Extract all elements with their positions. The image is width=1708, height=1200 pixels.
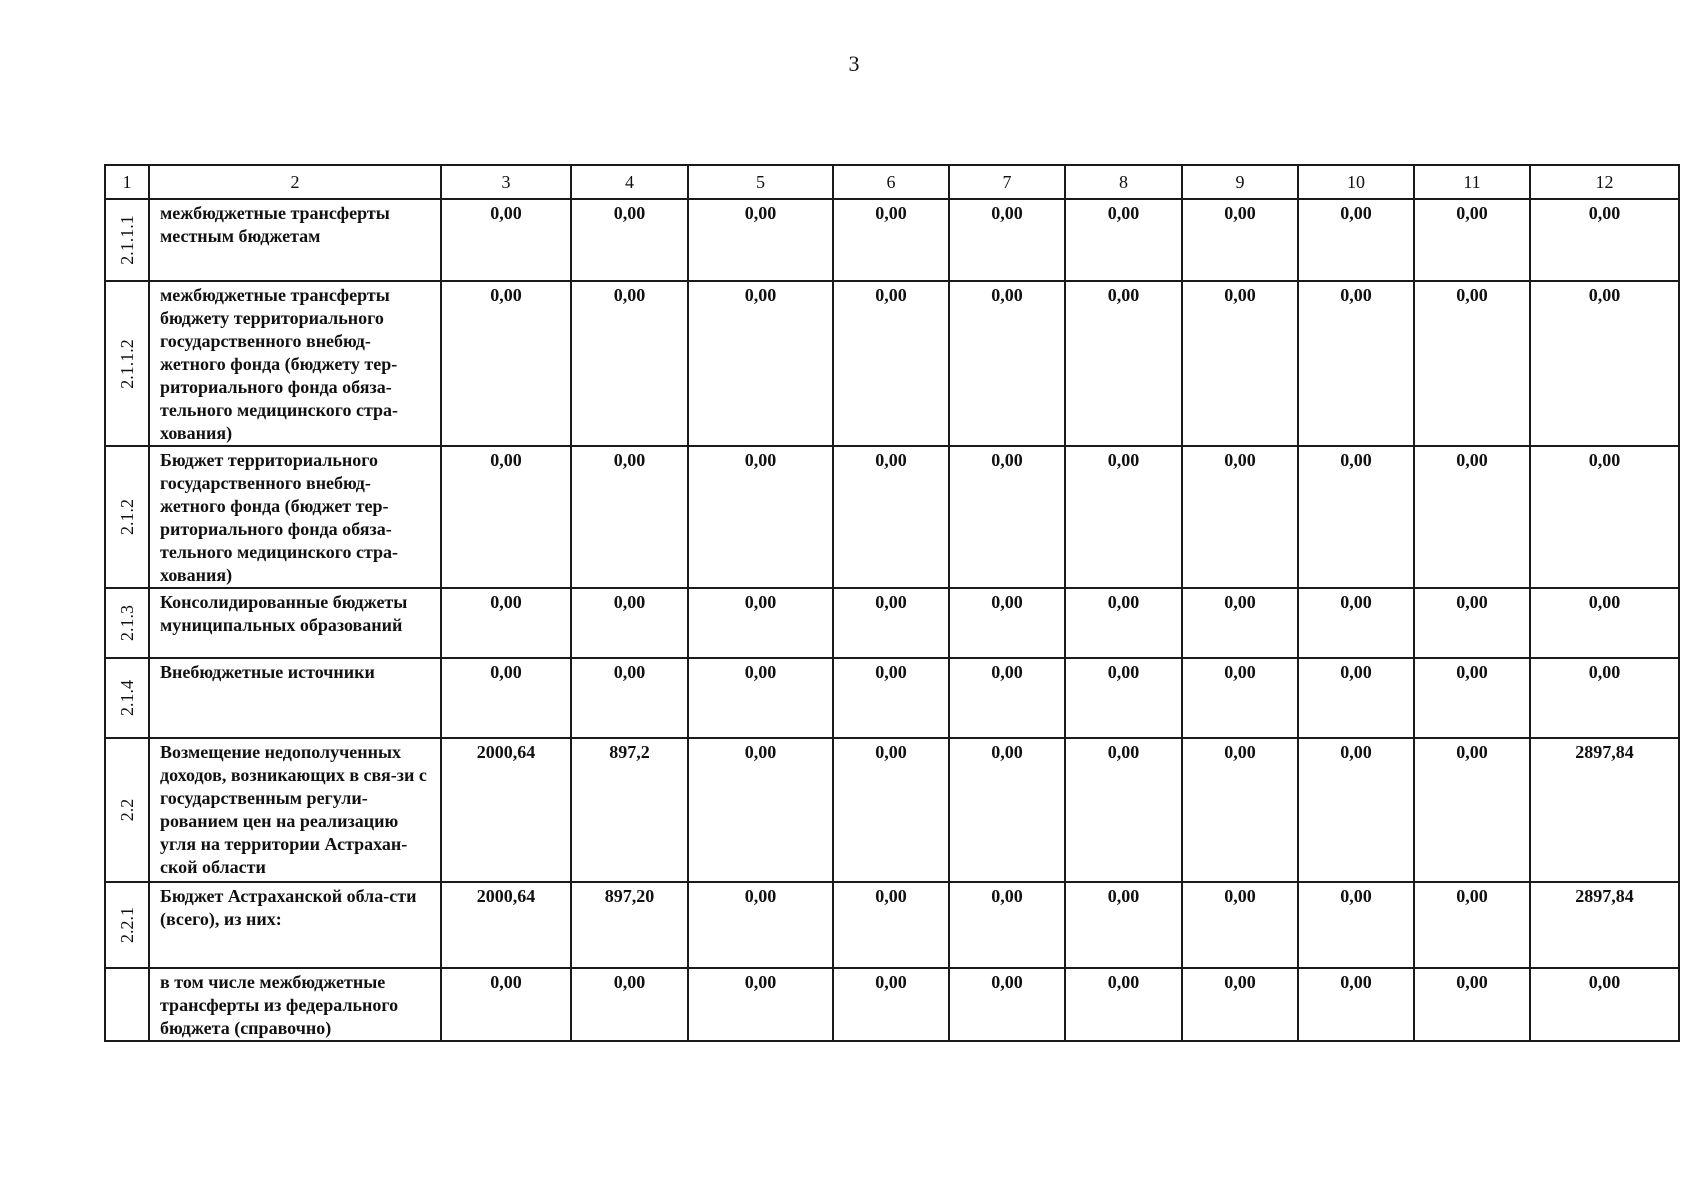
row-value: 0,00 [1340,972,1372,992]
row-value: 0,00 [613,592,646,612]
row-value-cell [1065,968,1182,1041]
row-value: 0,00 [744,742,777,762]
column-header: 6 [833,165,949,199]
row-value-cell [949,882,1065,968]
row-value-cell [833,446,949,588]
column-header: 9 [1182,165,1298,199]
row-value: 0,00 [1588,450,1621,470]
row-value-cell [833,658,949,738]
row-value-cell [949,281,1065,446]
row-value-cell [1530,281,1679,446]
row-value-cell [1530,446,1679,588]
table-row [105,658,1679,738]
row-value: 0,00 [1224,203,1256,223]
row-value-cell [1414,588,1530,658]
column-header: 4 [571,165,688,199]
row-value: 0,00 [1224,450,1256,470]
table-row [105,882,1679,968]
row-value-cell [1065,446,1182,588]
row-value: 0,00 [1456,972,1488,992]
row-value: 0,00 [613,203,646,223]
row-value: 0,00 [1456,450,1488,470]
row-value-cell [441,968,571,1041]
row-value-cell [1298,658,1414,738]
row-value-cell [1414,446,1530,588]
row-value-cell [1530,738,1679,882]
row-value-cell [571,199,688,281]
row-value: 0,00 [744,662,777,682]
row-value-cell [688,281,833,446]
row-value: 0,00 [1107,972,1140,992]
budget-table [104,164,1680,1042]
row-value: 0,00 [613,450,646,470]
row-value: 0,00 [1107,592,1140,612]
row-value-cell [441,738,571,882]
row-value: 2000,64 [476,742,536,762]
row-value: 0,00 [1340,450,1372,470]
row-value-cell [571,588,688,658]
row-value-cell [441,658,571,738]
row-value-cell [833,738,949,882]
row-value: 0,00 [991,742,1023,762]
row-value: 0,00 [744,203,777,223]
row-value: 0,00 [1224,742,1256,762]
row-value-cell [833,588,949,658]
row-code-cell [105,199,149,281]
row-value-cell [571,446,688,588]
row-code: 2.2.1 [117,907,137,943]
row-value: 0,00 [744,285,777,305]
row-value-cell [688,446,833,588]
row-value-cell [1182,199,1298,281]
row-value-cell [1065,658,1182,738]
row-value-cell [1530,588,1679,658]
row-value-cell [688,588,833,658]
row-value: 0,00 [1224,662,1256,682]
row-value: 0,00 [490,972,522,992]
row-value-cell [1530,658,1679,738]
row-value-cell [1530,968,1679,1041]
row-value-cell [441,199,571,281]
row-value: 0,00 [1456,742,1488,762]
row-value-cell [1182,658,1298,738]
row-value-cell [1530,882,1679,968]
row-value: 0,00 [1588,972,1621,992]
row-value: 0,00 [875,450,907,470]
row-code-cell [105,882,149,968]
table-row [105,738,1679,882]
row-value: 0,00 [1224,972,1256,992]
row-value-cell [441,446,571,588]
row-value-cell [833,199,949,281]
row-value: 0,00 [1224,886,1256,906]
row-value: 0,00 [1340,285,1372,305]
row-value: 0,00 [1107,662,1140,682]
row-value-cell [1298,199,1414,281]
row-value: 0,00 [490,203,522,223]
row-value: 2000,64 [476,886,536,906]
row-value-cell [571,658,688,738]
row-value: 0,00 [875,203,907,223]
row-value: 0,00 [991,972,1023,992]
table-row [105,588,1679,658]
row-value: 2897,84 [1575,886,1634,906]
row-value: 0,00 [991,450,1023,470]
row-value: 0,00 [490,450,522,470]
row-value: 0,00 [1340,203,1372,223]
row-value: 0,00 [1456,285,1488,305]
column-header: 5 [688,165,833,199]
row-value: 0,00 [1588,592,1621,612]
row-value: 0,00 [991,285,1023,305]
row-value-cell [1414,281,1530,446]
row-name: Внебюджетные источники [149,658,441,738]
row-value: 0,00 [613,662,646,682]
row-name: межбюджетные трансферты бюджету территориального государственного внебюд-жетного фонда (бюджету тер-риториального фонда обяза-тельного медицинского стра-хования) [149,281,441,446]
row-value: 0,00 [1588,662,1621,682]
row-value-cell [1182,738,1298,882]
row-code-cell [105,588,149,658]
row-value: 0,00 [1224,592,1256,612]
row-value-cell [1065,738,1182,882]
row-value-cell [1182,446,1298,588]
row-value-cell [1298,281,1414,446]
row-value-cell [949,968,1065,1041]
row-value-cell [1182,281,1298,446]
row-value: 0,00 [1456,886,1488,906]
column-header: 11 [1414,165,1530,199]
row-value: 897,2 [609,742,650,762]
row-value: 0,00 [1340,592,1372,612]
row-code: 2.1.1.2 [117,338,137,389]
row-value-cell [1182,588,1298,658]
table-row [105,446,1679,588]
row-value: 0,00 [1224,285,1256,305]
row-value-cell [1298,738,1414,882]
row-value: 0,00 [991,886,1023,906]
row-value-cell [949,588,1065,658]
row-value: 0,00 [744,972,777,992]
column-header: 7 [949,165,1065,199]
row-value-cell [1298,446,1414,588]
row-code-cell [105,968,149,1041]
row-value: 0,00 [991,592,1023,612]
column-header: 2 [149,165,441,199]
row-code-cell [105,281,149,446]
row-value-cell [688,882,833,968]
row-value: 0,00 [1456,662,1488,682]
row-value-cell [571,968,688,1041]
row-value-cell [1065,588,1182,658]
row-value-cell [949,658,1065,738]
row-value-cell [1414,658,1530,738]
row-name: Бюджет территориального государственного внебюд-жетного фонда (бюджет тер-риториального фонда обяза-тельного медицинского стра-хования) [149,446,441,588]
row-value: 0,00 [1107,203,1140,223]
row-value-cell [441,281,571,446]
row-value-cell [1414,968,1530,1041]
row-value: 0,00 [1456,203,1488,223]
row-value-cell [571,738,688,882]
row-value-cell [833,968,949,1041]
row-value: 0,00 [613,972,646,992]
row-value-cell [949,199,1065,281]
row-value: 0,00 [991,662,1023,682]
column-header: 1 [105,165,149,199]
row-value: 0,00 [991,203,1023,223]
row-value: 0,00 [875,592,907,612]
row-value-cell [1414,199,1530,281]
row-value: 0,00 [1107,742,1140,762]
row-value-cell [688,968,833,1041]
row-value: 2897,84 [1575,742,1634,762]
row-value-cell [1182,968,1298,1041]
row-value: 0,00 [875,742,907,762]
row-value: 0,00 [744,592,777,612]
table-header-row [105,165,1679,199]
row-value-cell [1182,882,1298,968]
row-value: 0,00 [490,662,522,682]
row-value-cell [1298,882,1414,968]
row-code: 2.1.1.1 [117,215,137,265]
row-value-cell [1065,281,1182,446]
row-value: 0,00 [875,285,907,305]
row-value-cell [1065,882,1182,968]
row-value: 0,00 [1588,285,1621,305]
row-value: 0,00 [875,972,907,992]
row-name: в том числе межбюджетные трансферты из федерального бюджета (справочно) [149,968,441,1041]
row-code-cell [105,738,149,882]
row-value: 0,00 [490,592,522,612]
row-value: 0,00 [875,886,907,906]
row-value: 0,00 [875,662,907,682]
row-value: 0,00 [490,285,522,305]
row-code: 2.1.4 [117,680,137,716]
row-value: 0,00 [744,886,777,906]
row-value: 0,00 [1340,662,1372,682]
row-code: 2.1.2 [117,499,137,535]
row-code: 2.1.3 [117,605,137,641]
row-value-cell [833,281,949,446]
row-value-cell [571,281,688,446]
row-name: Возмещение недополученных доходов, возникающих в свя-зи с государственным регули-рованием цен на реализацию угля на территории Астрахан-ской области [149,738,441,882]
row-value-cell [833,882,949,968]
page-number: 3 [848,51,860,76]
column-header: 3 [441,165,571,199]
row-value: 0,00 [1107,285,1140,305]
row-value-cell [1414,738,1530,882]
row-value-cell [1065,199,1182,281]
row-value-cell [688,658,833,738]
row-value: 0,00 [744,450,777,470]
column-header: 10 [1298,165,1414,199]
row-code: 2.2 [117,798,137,822]
row-value-cell [949,738,1065,882]
row-value: 897,20 [604,886,655,906]
row-value: 0,00 [1456,592,1488,612]
row-value-cell [949,446,1065,588]
row-value-cell [688,738,833,882]
row-value-cell [688,199,833,281]
table-row [105,281,1679,446]
row-value-cell [441,588,571,658]
row-value-cell [1414,882,1530,968]
table-row [105,199,1679,281]
row-value: 0,00 [613,285,646,305]
row-value-cell [571,882,688,968]
row-value: 0,00 [1107,886,1140,906]
row-value: 0,00 [1588,203,1621,223]
row-value: 0,00 [1340,886,1372,906]
table-row [105,968,1679,1041]
row-code-cell [105,658,149,738]
row-name: Консолидированные бюджеты муниципальных образований [149,588,441,658]
column-header: 12 [1530,165,1679,199]
row-code-cell [105,446,149,588]
column-header: 8 [1065,165,1182,199]
row-value-cell [1298,588,1414,658]
row-value-cell [1530,199,1679,281]
row-value-cell [441,882,571,968]
row-name: Бюджет Астраханской обла-сти (всего), из них: [149,882,441,968]
row-value-cell [1298,968,1414,1041]
row-value: 0,00 [1107,450,1140,470]
row-value: 0,00 [1340,742,1372,762]
row-name: межбюджетные трансферты местным бюджетам [149,199,441,281]
